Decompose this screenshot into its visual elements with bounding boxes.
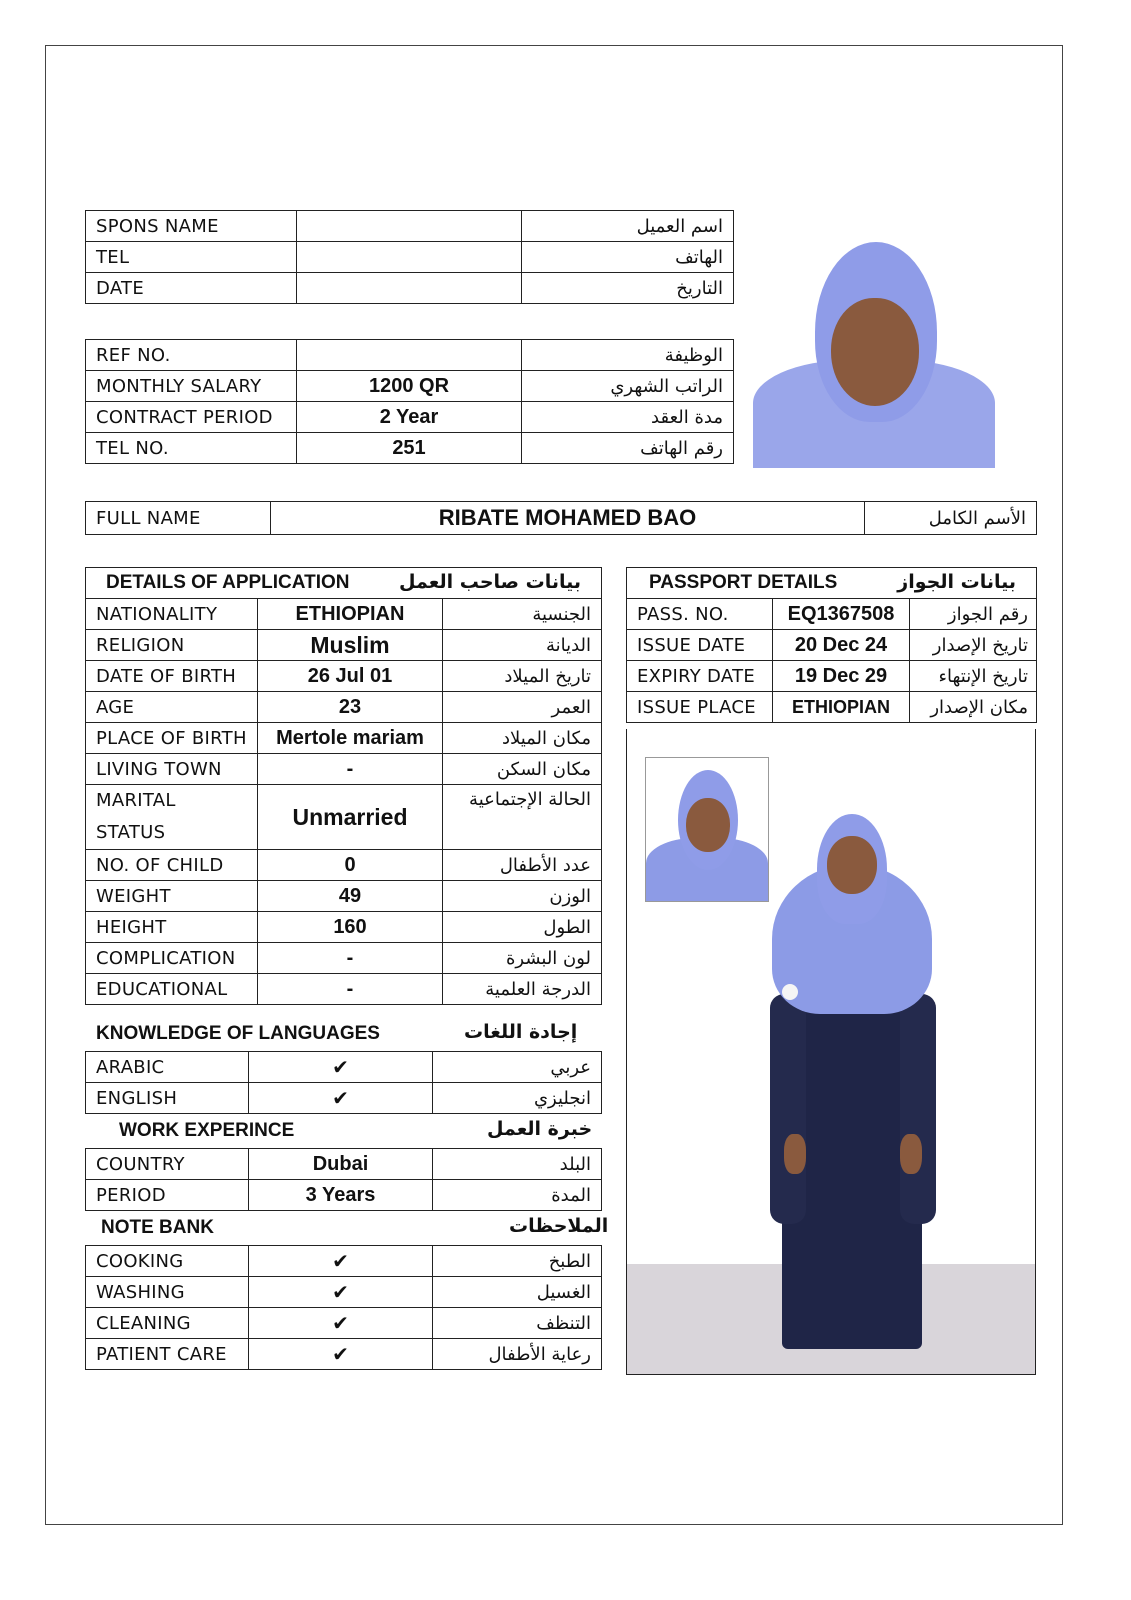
section-title-ar: بيانات صاحب العمل bbox=[399, 571, 582, 593]
cooking-check-icon: ✔ bbox=[249, 1246, 433, 1277]
sponsor-tel-value[interactable] bbox=[297, 242, 522, 273]
field-label: PLACE OF BIRTH bbox=[86, 723, 258, 754]
sponsor-date-value[interactable] bbox=[297, 273, 522, 304]
notes-title: NOTE BANK bbox=[101, 1217, 214, 1238]
field-label: CLEANING bbox=[86, 1308, 249, 1339]
period-value: 3 Years bbox=[249, 1180, 433, 1211]
passport-table bbox=[626, 567, 1037, 723]
issue-place-value: ETHIOPIAN bbox=[773, 692, 910, 723]
application-table bbox=[85, 567, 602, 1005]
field-label: PERIOD bbox=[86, 1180, 249, 1211]
field-label: EDUCATIONAL bbox=[86, 974, 258, 1005]
field-label-ar: انجليزي bbox=[433, 1083, 602, 1114]
small-portrait-photo bbox=[645, 757, 769, 902]
field-label-ar: الغسيل bbox=[433, 1277, 602, 1308]
section-header bbox=[86, 568, 602, 599]
table-row bbox=[86, 502, 1037, 535]
field-label-ar: رقم الجواز bbox=[910, 599, 1037, 630]
table-row bbox=[627, 692, 1037, 723]
table-row bbox=[86, 661, 602, 692]
table-row bbox=[86, 974, 602, 1005]
passport-no-value: EQ1367508 bbox=[773, 599, 910, 630]
table-row bbox=[86, 723, 602, 754]
field-label: RELIGION bbox=[86, 630, 258, 661]
dob-value: 26 Jul 01 bbox=[258, 661, 443, 692]
table-row bbox=[86, 1083, 602, 1114]
field-label-ar: المدة bbox=[433, 1180, 602, 1211]
field-label: ARABIC bbox=[86, 1052, 249, 1083]
table-row bbox=[86, 912, 602, 943]
table-row bbox=[86, 785, 602, 850]
field-label-ar: مدة العقد bbox=[522, 402, 734, 433]
field-label: NATIONALITY bbox=[86, 599, 258, 630]
table-header-row bbox=[86, 568, 602, 599]
table-row bbox=[86, 1308, 602, 1339]
field-label: HEIGHT bbox=[86, 912, 258, 943]
field-label-ar: البلد bbox=[433, 1149, 602, 1180]
field-label: SPONS NAME bbox=[86, 211, 297, 242]
field-label: REF NO. bbox=[86, 340, 297, 371]
living-town-value: - bbox=[258, 754, 443, 785]
arabic-check-icon: ✔ bbox=[249, 1052, 433, 1083]
field-label: DATE OF BIRTH bbox=[86, 661, 258, 692]
table-row bbox=[86, 1277, 602, 1308]
field-label: TEL NO. bbox=[86, 433, 297, 464]
marital-label-line2: STATUS bbox=[96, 822, 166, 843]
field-label-ar: مكان السكن bbox=[443, 754, 602, 785]
experience-title: WORK EXPERINCE bbox=[119, 1120, 295, 1141]
table-row bbox=[86, 754, 602, 785]
table-row bbox=[86, 1339, 602, 1370]
field-label: COUNTRY bbox=[86, 1149, 249, 1180]
religion-value: Muslim bbox=[258, 630, 443, 661]
full-name-table bbox=[85, 501, 1037, 535]
ref-no-value[interactable] bbox=[297, 340, 522, 371]
patient-care-check-icon: ✔ bbox=[249, 1339, 433, 1370]
full-body-photo bbox=[772, 814, 932, 1354]
field-label: PATIENT CARE bbox=[86, 1339, 249, 1370]
table-row bbox=[86, 630, 602, 661]
english-check-icon: ✔ bbox=[249, 1083, 433, 1114]
country-value: Dubai bbox=[249, 1149, 433, 1180]
full-name-label: FULL NAME bbox=[86, 502, 271, 535]
washing-check-icon: ✔ bbox=[249, 1277, 433, 1308]
sponsor-table bbox=[85, 210, 734, 304]
table-row bbox=[86, 273, 734, 304]
field-label-ar: تاريخ الميلاد bbox=[443, 661, 602, 692]
field-label: EXPIRY DATE bbox=[627, 661, 773, 692]
field-label-ar: الحالة الإجتماعية bbox=[443, 785, 602, 850]
section-title: PASSPORT DETAILS bbox=[649, 572, 838, 593]
table-row bbox=[86, 433, 734, 464]
field-label: WASHING bbox=[86, 1277, 249, 1308]
field-label: LIVING TOWN bbox=[86, 754, 258, 785]
full-name-value: RIBATE MOHAMED BAO bbox=[271, 502, 865, 535]
field-label-ar: الطول bbox=[443, 912, 602, 943]
field-label: ENGLISH bbox=[86, 1083, 249, 1114]
field-label-ar: رقم الهاتف bbox=[522, 433, 734, 464]
table-row bbox=[86, 340, 734, 371]
cleaning-check-icon: ✔ bbox=[249, 1308, 433, 1339]
table-row bbox=[86, 1149, 602, 1180]
section-title-ar: بيانات الجواز bbox=[897, 571, 1017, 593]
notes-title-ar: الملاحظات bbox=[509, 1215, 609, 1237]
table-row bbox=[86, 211, 734, 242]
field-label-ar: مكان الإصدار bbox=[910, 692, 1037, 723]
issue-date-value: 20 Dec 24 bbox=[773, 630, 910, 661]
languages-title: KNOWLEDGE OF LANGUAGES bbox=[96, 1023, 380, 1044]
table-row bbox=[86, 599, 602, 630]
complication-value: - bbox=[258, 943, 443, 974]
table-row bbox=[86, 1052, 602, 1083]
table-row bbox=[86, 1246, 602, 1277]
field-label-ar: رعاية الأطفال bbox=[433, 1339, 602, 1370]
experience-table bbox=[85, 1148, 602, 1211]
table-row bbox=[627, 661, 1037, 692]
field-label: TEL bbox=[86, 242, 297, 273]
field-label: NO. OF CHILD bbox=[86, 850, 258, 881]
field-label-ar: مكان الميلاد bbox=[443, 723, 602, 754]
field-label-ar: التنظف bbox=[433, 1308, 602, 1339]
table-row bbox=[86, 692, 602, 723]
photo-panel bbox=[626, 729, 1036, 1375]
table-row bbox=[86, 242, 734, 273]
languages-table bbox=[85, 1051, 602, 1114]
field-label-ar: الوزن bbox=[443, 881, 602, 912]
field-label-ar: الدرجة العلمية bbox=[443, 974, 602, 1005]
section-header bbox=[627, 568, 1037, 599]
field-label-ar: عربي bbox=[433, 1052, 602, 1083]
notes-table bbox=[85, 1245, 602, 1370]
expiry-date-value: 19 Dec 29 bbox=[773, 661, 910, 692]
salary-value: 1200 QR bbox=[297, 371, 522, 402]
field-label: PASS. NO. bbox=[627, 599, 773, 630]
field-label-ar: التاريخ bbox=[522, 273, 734, 304]
table-row bbox=[627, 630, 1037, 661]
table-row bbox=[86, 402, 734, 433]
table-row bbox=[86, 943, 602, 974]
field-label-ar: لون البشرة bbox=[443, 943, 602, 974]
portrait-photo bbox=[753, 240, 995, 468]
field-label: DATE bbox=[86, 273, 297, 304]
field-label-ar: اسم العميل bbox=[522, 211, 734, 242]
section-title: DETAILS OF APPLICATION bbox=[106, 572, 350, 593]
full-name-label-ar: الأسم الكامل bbox=[865, 502, 1037, 535]
languages-title-ar: إجادة اللغات bbox=[464, 1021, 578, 1043]
place-of-birth-value: Mertole mariam bbox=[258, 723, 443, 754]
field-label-ar: الديانة bbox=[443, 630, 602, 661]
field-label: COMPLICATION bbox=[86, 943, 258, 974]
experience-title-ar: خبرة العمل bbox=[487, 1118, 593, 1140]
children-value: 0 bbox=[258, 850, 443, 881]
table-header-row bbox=[627, 568, 1037, 599]
field-label: COOKING bbox=[86, 1246, 249, 1277]
field-label-ar: الطبخ bbox=[433, 1246, 602, 1277]
field-label-ar: الجنسية bbox=[443, 599, 602, 630]
marital-status-value: Unmarried bbox=[258, 785, 443, 850]
field-label-ar: تاريخ الإنتهاء bbox=[910, 661, 1037, 692]
tel-no-value: 251 bbox=[297, 433, 522, 464]
height-value: 160 bbox=[258, 912, 443, 943]
marital-label-line1: MARITAL bbox=[96, 790, 176, 811]
table-row bbox=[86, 881, 602, 912]
age-value: 23 bbox=[258, 692, 443, 723]
field-label-ar: الراتب الشهري bbox=[522, 371, 734, 402]
nationality-value: ETHIOPIAN bbox=[258, 599, 443, 630]
job-table bbox=[85, 339, 734, 464]
field-label-ar: عدد الأطفال bbox=[443, 850, 602, 881]
field-label: ISSUE PLACE bbox=[627, 692, 773, 723]
sponsor-name-value[interactable] bbox=[297, 211, 522, 242]
field-label-ar: العمر bbox=[443, 692, 602, 723]
educational-value: - bbox=[258, 974, 443, 1005]
table-row bbox=[627, 599, 1037, 630]
field-label-ar: الوظيفة bbox=[522, 340, 734, 371]
field-label: MONTHLY SALARY bbox=[86, 371, 297, 402]
field-label: ISSUE DATE bbox=[627, 630, 773, 661]
field-label bbox=[86, 785, 258, 850]
weight-value: 49 bbox=[258, 881, 443, 912]
field-label: AGE bbox=[86, 692, 258, 723]
field-label-ar: تاريخ الإصدار bbox=[910, 630, 1037, 661]
field-label-ar: الهاتف bbox=[522, 242, 734, 273]
table-row bbox=[86, 371, 734, 402]
table-row bbox=[86, 850, 602, 881]
field-label: WEIGHT bbox=[86, 881, 258, 912]
table-row bbox=[86, 1180, 602, 1211]
contract-period-value: 2 Year bbox=[297, 402, 522, 433]
field-label: CONTRACT PERIOD bbox=[86, 402, 297, 433]
